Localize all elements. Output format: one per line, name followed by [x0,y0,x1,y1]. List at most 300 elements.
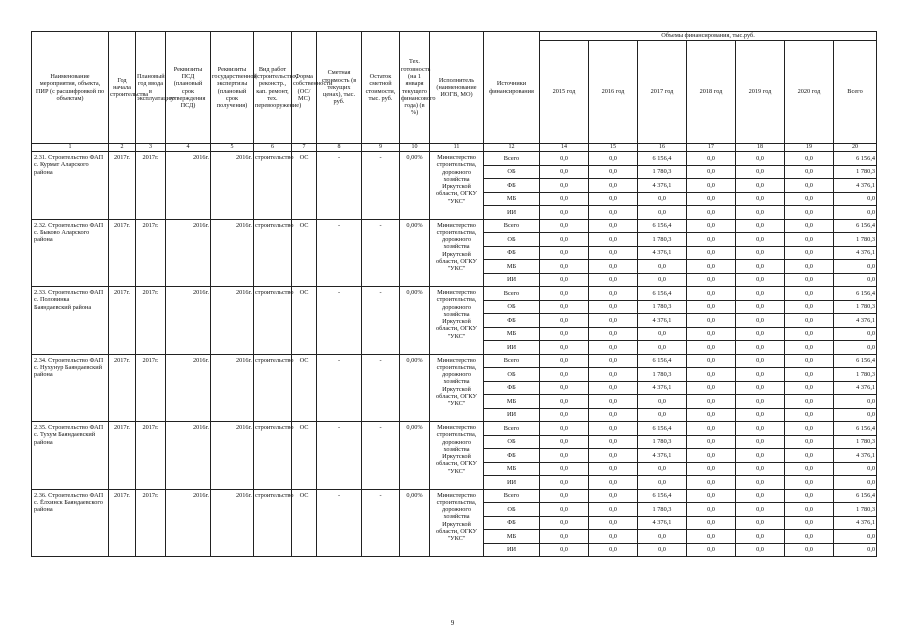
funding-source: ОБ [484,435,540,449]
funding-value: 0,0 [736,435,785,449]
funding-value: 0,0 [736,246,785,260]
table-row [32,287,877,301]
funding-value: 0,0 [589,246,638,260]
header-plan-year: Плановый год ввода в эксплуатацию [136,32,166,144]
funding-value: 0,0 [540,152,589,166]
funding-value: 0,0 [540,273,589,287]
funding-value: 0,0 [736,543,785,557]
funding-value: 0,0 [540,165,589,179]
funding-value: 0,0 [687,381,736,395]
readiness-percent: 0,00% [400,152,430,220]
funding-value: 0,0 [589,516,638,530]
start-year: 2017г. [109,152,136,220]
column-number: 15 [589,144,638,152]
funding-value: 0,0 [638,408,687,422]
funding-value: 0,0 [687,219,736,233]
funding-value: 0,0 [638,327,687,341]
funding-value: 0,0 [736,462,785,476]
funding-value: 0,0 [785,543,834,557]
funding-value: 0,0 [589,287,638,301]
funding-value: 0,0 [785,341,834,355]
expertise-date: 2016г. [211,489,254,557]
table-row [32,422,877,436]
funding-value: 4 376,1 [638,516,687,530]
funding-value: 0,0 [589,462,638,476]
funding-value: 0,0 [540,287,589,301]
funding-value: 0,0 [589,179,638,193]
column-number: 19 [785,144,834,152]
funding-value: 0,0 [785,165,834,179]
funding-value: 1 780,3 [638,503,687,517]
funding-value: 0,0 [589,530,638,544]
funding-value: 0,0 [540,530,589,544]
funding-source: Всего [484,489,540,503]
funding-value: 0,0 [736,219,785,233]
start-year: 2017г. [109,489,136,557]
funding-value: 0,0 [589,341,638,355]
funding-value: 6 156,4 [638,219,687,233]
funding-value: 0,0 [589,381,638,395]
header-year-2019: 2019 год [736,41,785,144]
funding-value: 0,0 [540,422,589,436]
funding-value: 0,0 [736,395,785,409]
header-ownership: Форма собственности (ОС/МС) [292,32,317,144]
funding-source: ФБ [484,314,540,328]
funding-source: ИИ [484,408,540,422]
funding-value: 0,0 [589,233,638,247]
funding-value: 0,0 [785,206,834,220]
funding-value: 0,0 [589,314,638,328]
column-number: 5 [211,144,254,152]
funding-total: 4 376,1 [834,246,877,260]
plan-year: 2017г. [136,354,166,422]
funding-value: 0,0 [736,503,785,517]
funding-value: 0,0 [736,516,785,530]
funding-value: 0,0 [785,246,834,260]
funding-value: 0,0 [589,300,638,314]
funding-total: 6 156,4 [834,489,877,503]
funding-value: 0,0 [736,233,785,247]
page-number: 9 [450,619,455,627]
funding-value: 0,0 [785,260,834,274]
remaining-cost: - [362,219,400,287]
funding-total: 1 780,3 [834,300,877,314]
work-type: строительство [254,422,292,490]
funding-value: 6 156,4 [638,422,687,436]
psd-date: 2016г. [166,287,211,355]
funding-value: 4 376,1 [638,449,687,463]
plan-year: 2017г. [136,422,166,490]
column-number: 4 [166,144,211,152]
funding-source: Всего [484,287,540,301]
funding-value: 0,0 [785,530,834,544]
funding-value: 0,0 [785,300,834,314]
column-number: 2 [109,144,136,152]
funding-value: 0,0 [589,260,638,274]
funding-value: 0,0 [736,260,785,274]
funding-value: 0,0 [589,449,638,463]
funding-total: 0,0 [834,395,877,409]
expertise-date: 2016г. [211,287,254,355]
estimate-cost: - [317,152,362,220]
column-number: 10 [400,144,430,152]
header-year-2016: 2016 год [589,41,638,144]
object-name: 2.31. Строительство ФАП с. Курмат Аларского района [32,152,109,220]
funding-value: 0,0 [785,381,834,395]
column-number: 18 [736,144,785,152]
funding-value: 0,0 [687,354,736,368]
funding-value: 0,0 [638,543,687,557]
funding-value: 0,0 [785,287,834,301]
funding-value: 0,0 [687,246,736,260]
funding-value: 6 156,4 [638,489,687,503]
funding-value: 0,0 [687,206,736,220]
funding-value: 0,0 [736,341,785,355]
funding-value: 0,0 [540,381,589,395]
funding-value: 0,0 [736,476,785,490]
funding-source: ФБ [484,449,540,463]
funding-value: 0,0 [785,233,834,247]
work-type: строительство [254,287,292,355]
funding-value: 0,0 [589,152,638,166]
header-start-year: Год начала строительства [109,32,136,144]
funding-value: 0,0 [785,192,834,206]
executor: Министерство строительства, дорожного хозяйства Иркутской области, ОГКУ "УКС" [430,354,484,422]
funding-value: 0,0 [540,327,589,341]
funding-value: 1 780,3 [638,165,687,179]
funding-value: 0,0 [785,179,834,193]
funding-value: 0,0 [785,462,834,476]
header-total: Всего [834,41,877,144]
funding-value: 0,0 [589,503,638,517]
funding-value: 1 780,3 [638,233,687,247]
funding-source: Всего [484,354,540,368]
funding-source: ИИ [484,341,540,355]
funding-value: 0,0 [687,449,736,463]
funding-value: 0,0 [638,476,687,490]
funding-value: 0,0 [785,516,834,530]
funding-value: 0,0 [736,300,785,314]
funding-value: 0,0 [736,152,785,166]
funding-value: 0,0 [736,530,785,544]
funding-value: 0,0 [589,435,638,449]
header-executor: Исполнитель (наименование ИОГВ, МО) [430,32,484,144]
funding-value: 0,0 [540,246,589,260]
funding-value: 0,0 [736,314,785,328]
table-row [32,489,877,503]
header-name: Наименование мероприятия, объекта, ПИР (с расшифровкой по объектам) [32,32,109,144]
funding-value: 1 780,3 [638,368,687,382]
funding-value: 0,0 [638,273,687,287]
funding-total: 0,0 [834,476,877,490]
funding-total: 0,0 [834,408,877,422]
executor: Министерство строительства, дорожного хозяйства Иркутской области, ОГКУ "УКС" [430,287,484,355]
funding-value: 0,0 [736,206,785,220]
header-funding: Объемы финансирования, тыс.руб. [540,32,877,41]
funding-value: 0,0 [687,314,736,328]
funding-value: 0,0 [736,381,785,395]
column-number: 9 [362,144,400,152]
funding-total: 0,0 [834,341,877,355]
column-number: 11 [430,144,484,152]
funding-value: 0,0 [687,395,736,409]
funding-value: 0,0 [540,476,589,490]
header-year-2017: 2017 год [638,41,687,144]
funding-value: 0,0 [687,408,736,422]
plan-year: 2017г. [136,489,166,557]
funding-source: ОБ [484,300,540,314]
funding-value: 0,0 [540,462,589,476]
funding-value: 0,0 [736,422,785,436]
header-expertise: Реквизиты государственной экспертизы (плановый срок получения) [211,32,254,144]
funding-value: 0,0 [589,395,638,409]
estimate-cost: - [317,489,362,557]
psd-date: 2016г. [166,354,211,422]
column-number: 16 [638,144,687,152]
funding-total: 0,0 [834,543,877,557]
funding-value: 0,0 [785,314,834,328]
ownership-form: ОС [292,489,317,557]
funding-total: 6 156,4 [834,152,877,166]
funding-total: 0,0 [834,327,877,341]
funding-value: 0,0 [736,489,785,503]
plan-year: 2017г. [136,152,166,220]
funding-table [31,31,877,557]
funding-total: 0,0 [834,260,877,274]
funding-value: 4 376,1 [638,179,687,193]
funding-value: 0,0 [736,354,785,368]
header-row-top [32,32,877,41]
ownership-form: ОС [292,422,317,490]
executor: Министерство строительства, дорожного хозяйства Иркутской области, ОГКУ "УКС" [430,422,484,490]
funding-value: 0,0 [638,530,687,544]
ownership-form: ОС [292,287,317,355]
funding-source: ИИ [484,476,540,490]
funding-value: 0,0 [785,503,834,517]
funding-value: 0,0 [540,489,589,503]
funding-value: 0,0 [540,516,589,530]
executor: Министерство строительства, дорожного хозяйства Иркутской области, ОГКУ "УКС" [430,219,484,287]
psd-date: 2016г. [166,489,211,557]
funding-source: МБ [484,192,540,206]
funding-value: 0,0 [540,219,589,233]
funding-value: 0,0 [687,503,736,517]
funding-value: 0,0 [589,489,638,503]
funding-value: 0,0 [589,273,638,287]
object-name: 2.36. Строительство ФАП с. Ёлхинск Баяндаевского района [32,489,109,557]
header-sources: Источники финансирования [484,32,540,144]
object-name: 2.34. Строительство ФАП с. Нухунур Баяндаевский района [32,354,109,422]
remaining-cost: - [362,354,400,422]
remaining-cost: - [362,152,400,220]
funding-value: 6 156,4 [638,152,687,166]
remaining-cost: - [362,287,400,355]
object-name: 2.32. Строительство ФАП с. Быково Аларского района [32,219,109,287]
readiness-percent: 0,00% [400,354,430,422]
header-psd: Реквизиты ПСД (плановый срок утверждения ПСД) [166,32,211,144]
funding-total: 6 156,4 [834,354,877,368]
funding-value: 0,0 [638,462,687,476]
funding-value: 0,0 [540,314,589,328]
work-type: строительство [254,219,292,287]
header-readiness: Тех. готовность (на 1 января текущего финансового года) (в %) [400,32,430,144]
column-number: 7 [292,144,317,152]
funding-value: 1 780,3 [638,435,687,449]
funding-source: МБ [484,327,540,341]
psd-date: 2016г. [166,219,211,287]
funding-value: 0,0 [687,435,736,449]
column-number: 8 [317,144,362,152]
funding-value: 0,0 [638,341,687,355]
funding-value: 0,0 [589,422,638,436]
funding-value: 0,0 [687,233,736,247]
funding-value: 0,0 [687,327,736,341]
object-name: 2.35. Строительство ФАП с. Тухум Баяндаевский района [32,422,109,490]
plan-year: 2017г. [136,219,166,287]
column-number: 14 [540,144,589,152]
funding-source: ИИ [484,206,540,220]
funding-total: 4 376,1 [834,516,877,530]
funding-value: 0,0 [540,368,589,382]
readiness-percent: 0,00% [400,219,430,287]
header-remaining: Остаток сметной стоимости, тыс. руб. [362,32,400,144]
estimate-cost: - [317,219,362,287]
expertise-date: 2016г. [211,152,254,220]
funding-total: 0,0 [834,273,877,287]
funding-source: ФБ [484,246,540,260]
funding-value: 0,0 [687,422,736,436]
funding-value: 0,0 [540,543,589,557]
funding-value: 0,0 [540,449,589,463]
funding-value: 0,0 [736,368,785,382]
column-number: 17 [687,144,736,152]
work-type: строительство [254,354,292,422]
work-type: строительство [254,489,292,557]
funding-value: 0,0 [736,179,785,193]
funding-value: 0,0 [785,152,834,166]
funding-value: 0,0 [687,300,736,314]
funding-value: 0,0 [638,192,687,206]
header-estimate: Сметная стоимость (в текущих ценах), тыс. руб. [317,32,362,144]
funding-source: ФБ [484,381,540,395]
funding-value: 0,0 [589,192,638,206]
funding-value: 0,0 [785,354,834,368]
executor: Министерство строительства, дорожного хозяйства Иркутской области, ОГКУ "УКС" [430,489,484,557]
table-body [32,32,877,557]
funding-value: 0,0 [540,341,589,355]
funding-source: Всего [484,422,540,436]
funding-value: 0,0 [785,368,834,382]
estimate-cost: - [317,287,362,355]
funding-value: 0,0 [736,287,785,301]
funding-value: 0,0 [785,489,834,503]
table-row [32,152,877,166]
funding-value: 0,0 [589,368,638,382]
funding-value: 0,0 [785,449,834,463]
funding-value: 0,0 [736,408,785,422]
funding-value: 4 376,1 [638,381,687,395]
readiness-percent: 0,00% [400,287,430,355]
funding-value: 0,0 [687,368,736,382]
ownership-form: ОС [292,219,317,287]
funding-source: МБ [484,462,540,476]
remaining-cost: - [362,489,400,557]
ownership-form: ОС [292,354,317,422]
funding-value: 0,0 [589,408,638,422]
readiness-percent: 0,00% [400,422,430,490]
funding-total: 6 156,4 [834,422,877,436]
header-work-type: Вид работ (строительство, реконстр., кап. ремонт, тех. перевооружение) [254,32,292,144]
funding-value: 0,0 [785,273,834,287]
funding-value: 0,0 [687,489,736,503]
funding-total: 0,0 [834,192,877,206]
funding-value: 0,0 [540,206,589,220]
estimate-cost: - [317,354,362,422]
object-name: 2.33. Строительство ФАП с. Половинка Баяндаевский района [32,287,109,355]
funding-value: 4 376,1 [638,246,687,260]
remaining-cost: - [362,422,400,490]
funding-value: 0,0 [687,476,736,490]
funding-value: 0,0 [785,408,834,422]
start-year: 2017г. [109,422,136,490]
funding-value: 0,0 [589,165,638,179]
header-year-2020: 2020 год [785,41,834,144]
work-type: строительство [254,152,292,220]
start-year: 2017г. [109,354,136,422]
funding-value: 0,0 [540,503,589,517]
funding-value: 1 780,3 [638,300,687,314]
funding-total: 6 156,4 [834,219,877,233]
ownership-form: ОС [292,152,317,220]
header-year-2015: 2015 год [540,41,589,144]
column-number: 3 [136,144,166,152]
funding-value: 6 156,4 [638,287,687,301]
funding-value: 0,0 [687,260,736,274]
funding-total: 4 376,1 [834,449,877,463]
funding-value: 0,0 [540,354,589,368]
funding-value: 0,0 [589,543,638,557]
funding-value: 0,0 [540,300,589,314]
funding-total: 0,0 [834,206,877,220]
column-number: 12 [484,144,540,152]
expertise-date: 2016г. [211,219,254,287]
funding-total: 1 780,3 [834,435,877,449]
funding-value: 0,0 [785,327,834,341]
funding-total: 4 376,1 [834,314,877,328]
column-number-row [32,144,877,152]
funding-value: 0,0 [540,192,589,206]
funding-total: 0,0 [834,462,877,476]
funding-value: 0,0 [736,449,785,463]
funding-total: 4 376,1 [834,381,877,395]
funding-value: 0,0 [687,192,736,206]
funding-value: 0,0 [687,516,736,530]
funding-source: МБ [484,260,540,274]
funding-source: ОБ [484,165,540,179]
funding-value: 0,0 [540,233,589,247]
funding-value: 0,0 [736,165,785,179]
column-number: 6 [254,144,292,152]
funding-source: Всего [484,219,540,233]
funding-value: 0,0 [589,327,638,341]
funding-value: 0,0 [687,273,736,287]
column-number: 20 [834,144,877,152]
funding-source: МБ [484,530,540,544]
funding-source: ФБ [484,179,540,193]
funding-source: ИИ [484,273,540,287]
funding-source: ОБ [484,368,540,382]
funding-source: МБ [484,395,540,409]
